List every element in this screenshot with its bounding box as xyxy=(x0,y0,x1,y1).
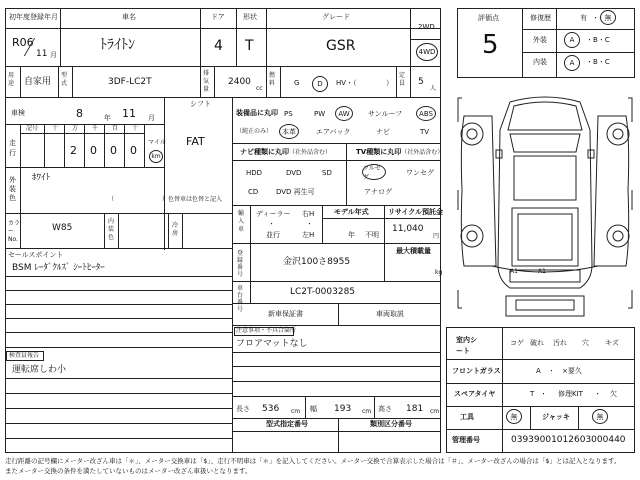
color-value: ﾎﾜｲﾄ xyxy=(32,173,51,183)
tv-fullseg-circle xyxy=(362,164,386,180)
plate-value: 金沢100さ8955 xyxy=(283,257,351,267)
spare-dot1: ・ xyxy=(540,390,547,398)
interior-color-label: 内装色 xyxy=(108,218,115,241)
mirror-l xyxy=(496,150,502,158)
class-label: 類別区分番号 xyxy=(370,420,412,428)
equip-abs: ABS xyxy=(419,109,433,118)
usage-label: 用途 xyxy=(8,72,15,87)
tools-value: 無 xyxy=(510,412,518,421)
equip-abs-circle xyxy=(416,106,436,121)
model-value: 3DF-LC2T xyxy=(108,77,152,87)
shift-value: FAT xyxy=(186,135,205,148)
import-right: 右H xyxy=(302,210,315,218)
mgmt-value: 0393900101260300044​0 xyxy=(511,435,626,445)
notes-label: 注意事項・不具合箇所 xyxy=(236,327,297,334)
car-roof xyxy=(514,156,576,200)
jack-value: 無 xyxy=(596,412,604,421)
footer-line1: 走行距離の記号欄にメーター改ざん車は「＊」、メーター交換車は「$」、走行不明車は「＊」を記入してください。メーター交換で合算表示した場合は「＃」、メーター改ざんの場合は「$」とは記入となります。 xyxy=(5,457,621,465)
inspector-label: 検査員報告 xyxy=(9,352,40,359)
exterior-a: A xyxy=(569,36,575,44)
right-side xyxy=(594,116,629,266)
car-name-value: ﾄﾗｲﾄﾝ xyxy=(100,37,135,53)
repair-label: 修復歴 xyxy=(530,14,551,22)
interior-a-circle xyxy=(564,55,580,71)
mileage-unit-5: 十 xyxy=(132,125,139,132)
import-dot2: ・ xyxy=(306,220,313,228)
car-bed xyxy=(512,208,578,266)
mileage-km-circle xyxy=(149,150,163,163)
inspection-month-unit: 月 xyxy=(148,114,155,122)
wheel-lr xyxy=(461,225,483,247)
spare-dot2: ・ xyxy=(594,390,601,398)
length-value: 536 xyxy=(262,404,280,414)
recycle-label: リサイクル預託金 xyxy=(388,208,444,216)
grade-value: GSR xyxy=(326,38,356,54)
width-label: 幅 xyxy=(310,405,317,413)
fuel-d: D xyxy=(317,80,323,88)
import-parallel: 並行 xyxy=(266,231,280,239)
tv-title: TV種類に丸印（社外品含む） xyxy=(356,148,444,156)
shape-label: 形状 xyxy=(243,13,257,21)
model-year-label: モデル年式 xyxy=(334,208,369,216)
color-change-note: （ ）色替車は色替と記入 xyxy=(108,196,223,203)
color-no-label: カラーNo. xyxy=(8,220,21,243)
width-unit: cm xyxy=(362,408,372,415)
score-value: 5 xyxy=(482,30,499,60)
car-windshield xyxy=(510,134,580,152)
mileage-label: 走行 xyxy=(9,139,16,157)
navi-dvd: DVD xyxy=(286,169,302,177)
drive-2wd: 2WD xyxy=(418,23,435,31)
navi-title: ナビ種類に丸印（社外品含む） xyxy=(240,148,332,156)
repair-yes: 有 xyxy=(580,14,587,22)
height-label: 高さ xyxy=(378,405,392,413)
usage-value: 自家用 xyxy=(24,77,52,87)
color-label: 外装色 xyxy=(9,176,16,202)
mileage-digit-0: 2 xyxy=(70,144,77,157)
height-unit: cm xyxy=(430,408,440,415)
mileage-unit-mile: マイル xyxy=(148,139,166,146)
tools-label: 工具 xyxy=(460,413,474,421)
jack-value-circle xyxy=(592,409,608,424)
glass-dot: ・ xyxy=(548,367,555,375)
wheel-lf xyxy=(461,123,483,145)
repair-dot: ・ xyxy=(592,14,599,22)
tv-oneseg: ワンセグ xyxy=(406,169,434,177)
reg-year-value: R06 xyxy=(12,36,34,49)
spare-label: スペアタイヤ xyxy=(454,390,496,398)
width-value: 193 xyxy=(334,404,352,414)
model-year-value: 不明 xyxy=(365,231,379,239)
capacity-value: 5 xyxy=(418,77,424,87)
mileage-unit-2: 万 xyxy=(72,125,79,132)
repair-no-circle xyxy=(600,10,616,25)
import-label: 輸入車 xyxy=(238,210,245,233)
bracket-tl xyxy=(458,98,462,122)
aircon-label: 冷房 xyxy=(172,222,179,237)
grade-label: グレード xyxy=(322,13,350,21)
type-cert-label: 型式指定番号 xyxy=(266,420,308,428)
max-load-label: 最大積載量 xyxy=(396,247,431,255)
door-value: 4 xyxy=(214,38,223,54)
import-dealer: ディーラー xyxy=(256,210,291,218)
spare-t: T xyxy=(530,390,535,398)
interior-label: 内装 xyxy=(533,58,547,66)
recycle-value: 11,040 xyxy=(392,224,424,234)
spare-none: 欠 xyxy=(610,390,617,398)
reg-month-unit: 月 xyxy=(50,51,57,59)
mileage-digit-3: 0 xyxy=(130,144,137,157)
equipment-title: 装備品に丸印 xyxy=(236,109,278,117)
equip-leather-circle xyxy=(279,124,299,139)
navi-hdd: HDD xyxy=(246,169,263,177)
model-year-unit: 年 xyxy=(348,231,355,239)
a1-right: A1 xyxy=(538,268,546,275)
seat-tear: 破れ xyxy=(530,339,544,347)
spare-kit: 修理KIT xyxy=(558,390,583,398)
drive-4wd: 4WD xyxy=(418,48,436,56)
rear-view xyxy=(506,296,584,316)
chassis-value: LC2T-0003285 xyxy=(290,287,356,297)
fuel-g: G xyxy=(294,79,300,87)
bracket-br xyxy=(628,290,632,308)
interior-b: ・B・C xyxy=(586,58,610,66)
car-hood xyxy=(508,102,582,130)
mirror-r xyxy=(588,150,594,158)
fuel-hv: HV・（ xyxy=(336,79,357,87)
inspection-label: 車検 xyxy=(11,109,25,117)
reg-month-value: 11 xyxy=(36,49,48,59)
exterior-label: 外装 xyxy=(533,36,547,44)
equip-airbag: エアバック xyxy=(316,128,351,136)
capacity-unit: 人 xyxy=(430,85,437,92)
seat-label: 室内シート xyxy=(456,336,477,355)
plate-label: 登録番号 xyxy=(237,250,244,278)
color-no-value: W85 xyxy=(52,223,73,233)
tv-analog: アナログ xyxy=(364,188,392,196)
tv-fullseg: フルセグ xyxy=(363,165,381,181)
equip-leather: 本革 xyxy=(282,127,296,136)
equip-ps: PS xyxy=(284,110,293,118)
tools-value-circle xyxy=(506,409,522,424)
sales-point-text: BSM ﾚｰﾀﾞｸﾙｽﾞ ｼｰﾄﾋｰﾀｰ xyxy=(12,263,105,273)
equip-pw: PW xyxy=(314,110,326,118)
car-bed-inner xyxy=(518,214,572,260)
equip-aw: AW xyxy=(338,109,350,118)
mileage-unit-km: km xyxy=(151,153,161,160)
mileage-unit-3: 千 xyxy=(92,125,99,132)
equip-tv: TV xyxy=(420,128,430,136)
jack-label: ジャッキ xyxy=(542,413,570,421)
inspection-year: 8 xyxy=(76,107,83,120)
equip-sunroof: サンルーフ xyxy=(368,110,403,118)
navi-cd: CD xyxy=(248,188,259,196)
inspector-text: 運転席しわ小 xyxy=(12,365,67,375)
seat-hole: 穴 xyxy=(582,339,589,347)
seat-scratch: キズ xyxy=(605,339,619,347)
navi-dvd-play: DVD 再生可 xyxy=(276,188,315,196)
navi-sd: SD xyxy=(322,169,332,177)
displacement-unit: cc xyxy=(256,85,263,92)
inspection-year-unit: 年 xyxy=(104,114,111,122)
left-side xyxy=(461,116,496,266)
displacement-label: 排気量 xyxy=(203,70,210,93)
seat-burn: コゲ xyxy=(510,339,524,347)
notes-text: フロアマットなし xyxy=(236,339,308,349)
door-label: ドア xyxy=(211,13,225,21)
wheel-rr xyxy=(607,225,629,247)
wheel-rf xyxy=(607,123,629,145)
exterior-b: ・B・C xyxy=(586,36,610,44)
fuel-label: 燃料 xyxy=(269,72,276,87)
car-name-label: 車名 xyxy=(122,13,136,21)
seat-dirt: 汚れ xyxy=(553,339,567,347)
max-load-unit: kg xyxy=(435,269,443,276)
manual-label: 車両取説 xyxy=(376,310,404,318)
equipment-subtitle: （純正のみ） xyxy=(236,128,273,135)
a1-left: A1 xyxy=(510,268,518,275)
capacity-label: 定員 xyxy=(399,72,406,87)
mileage-digit-2: 0 xyxy=(110,144,117,157)
length-label: 長さ xyxy=(236,405,250,413)
mileage-unit-1: 十 xyxy=(52,125,59,132)
footer-line2: またメーター交換の条件を満たしていないものはメーター改ざん車扱いとなります。 xyxy=(5,467,252,475)
model-label: 型式 xyxy=(61,72,68,87)
fuel-close: ） xyxy=(386,79,393,87)
score-label: 評価点 xyxy=(478,14,499,22)
import-left: 左H xyxy=(302,231,315,239)
height-value: 181 xyxy=(406,404,424,414)
mileage-unit-4: 百 xyxy=(112,125,119,132)
interior-a: A xyxy=(569,59,575,67)
bracket-bl xyxy=(458,290,462,308)
inspection-month: 11 xyxy=(122,107,136,120)
recycle-unit: 円 xyxy=(433,233,440,240)
shape-value: T xyxy=(245,38,254,54)
reg-year-label: 初年度登録年月 xyxy=(9,13,58,21)
mgmt-label: 管理番号 xyxy=(452,436,480,444)
glass-x: ×要久 xyxy=(562,367,582,375)
equip-aw-circle xyxy=(335,106,353,121)
glass-label: フロントガラス xyxy=(452,367,501,375)
exterior-a-circle xyxy=(564,32,580,48)
shift-label: シフト xyxy=(190,100,211,108)
glass-a: A xyxy=(536,367,541,375)
warranty-label: 新車保証書 xyxy=(268,310,303,318)
bracket-tr xyxy=(628,98,632,122)
mileage-digit-1: 0 xyxy=(90,144,97,157)
fuel-d-circle xyxy=(312,76,328,92)
mileage-unit-0: 記号 xyxy=(26,125,39,132)
sales-point-label: セールスポイント xyxy=(8,251,64,259)
chassis-label: 車台番号 xyxy=(237,285,244,313)
length-unit: cm xyxy=(291,408,301,415)
drive-4wd-circle xyxy=(416,43,438,61)
equip-navi: ナビ xyxy=(376,128,390,136)
car-diagram xyxy=(452,90,638,322)
repair-no: 無 xyxy=(604,13,612,22)
displacement-value: 2400 xyxy=(228,77,251,87)
import-dot1: ・ xyxy=(268,220,275,228)
